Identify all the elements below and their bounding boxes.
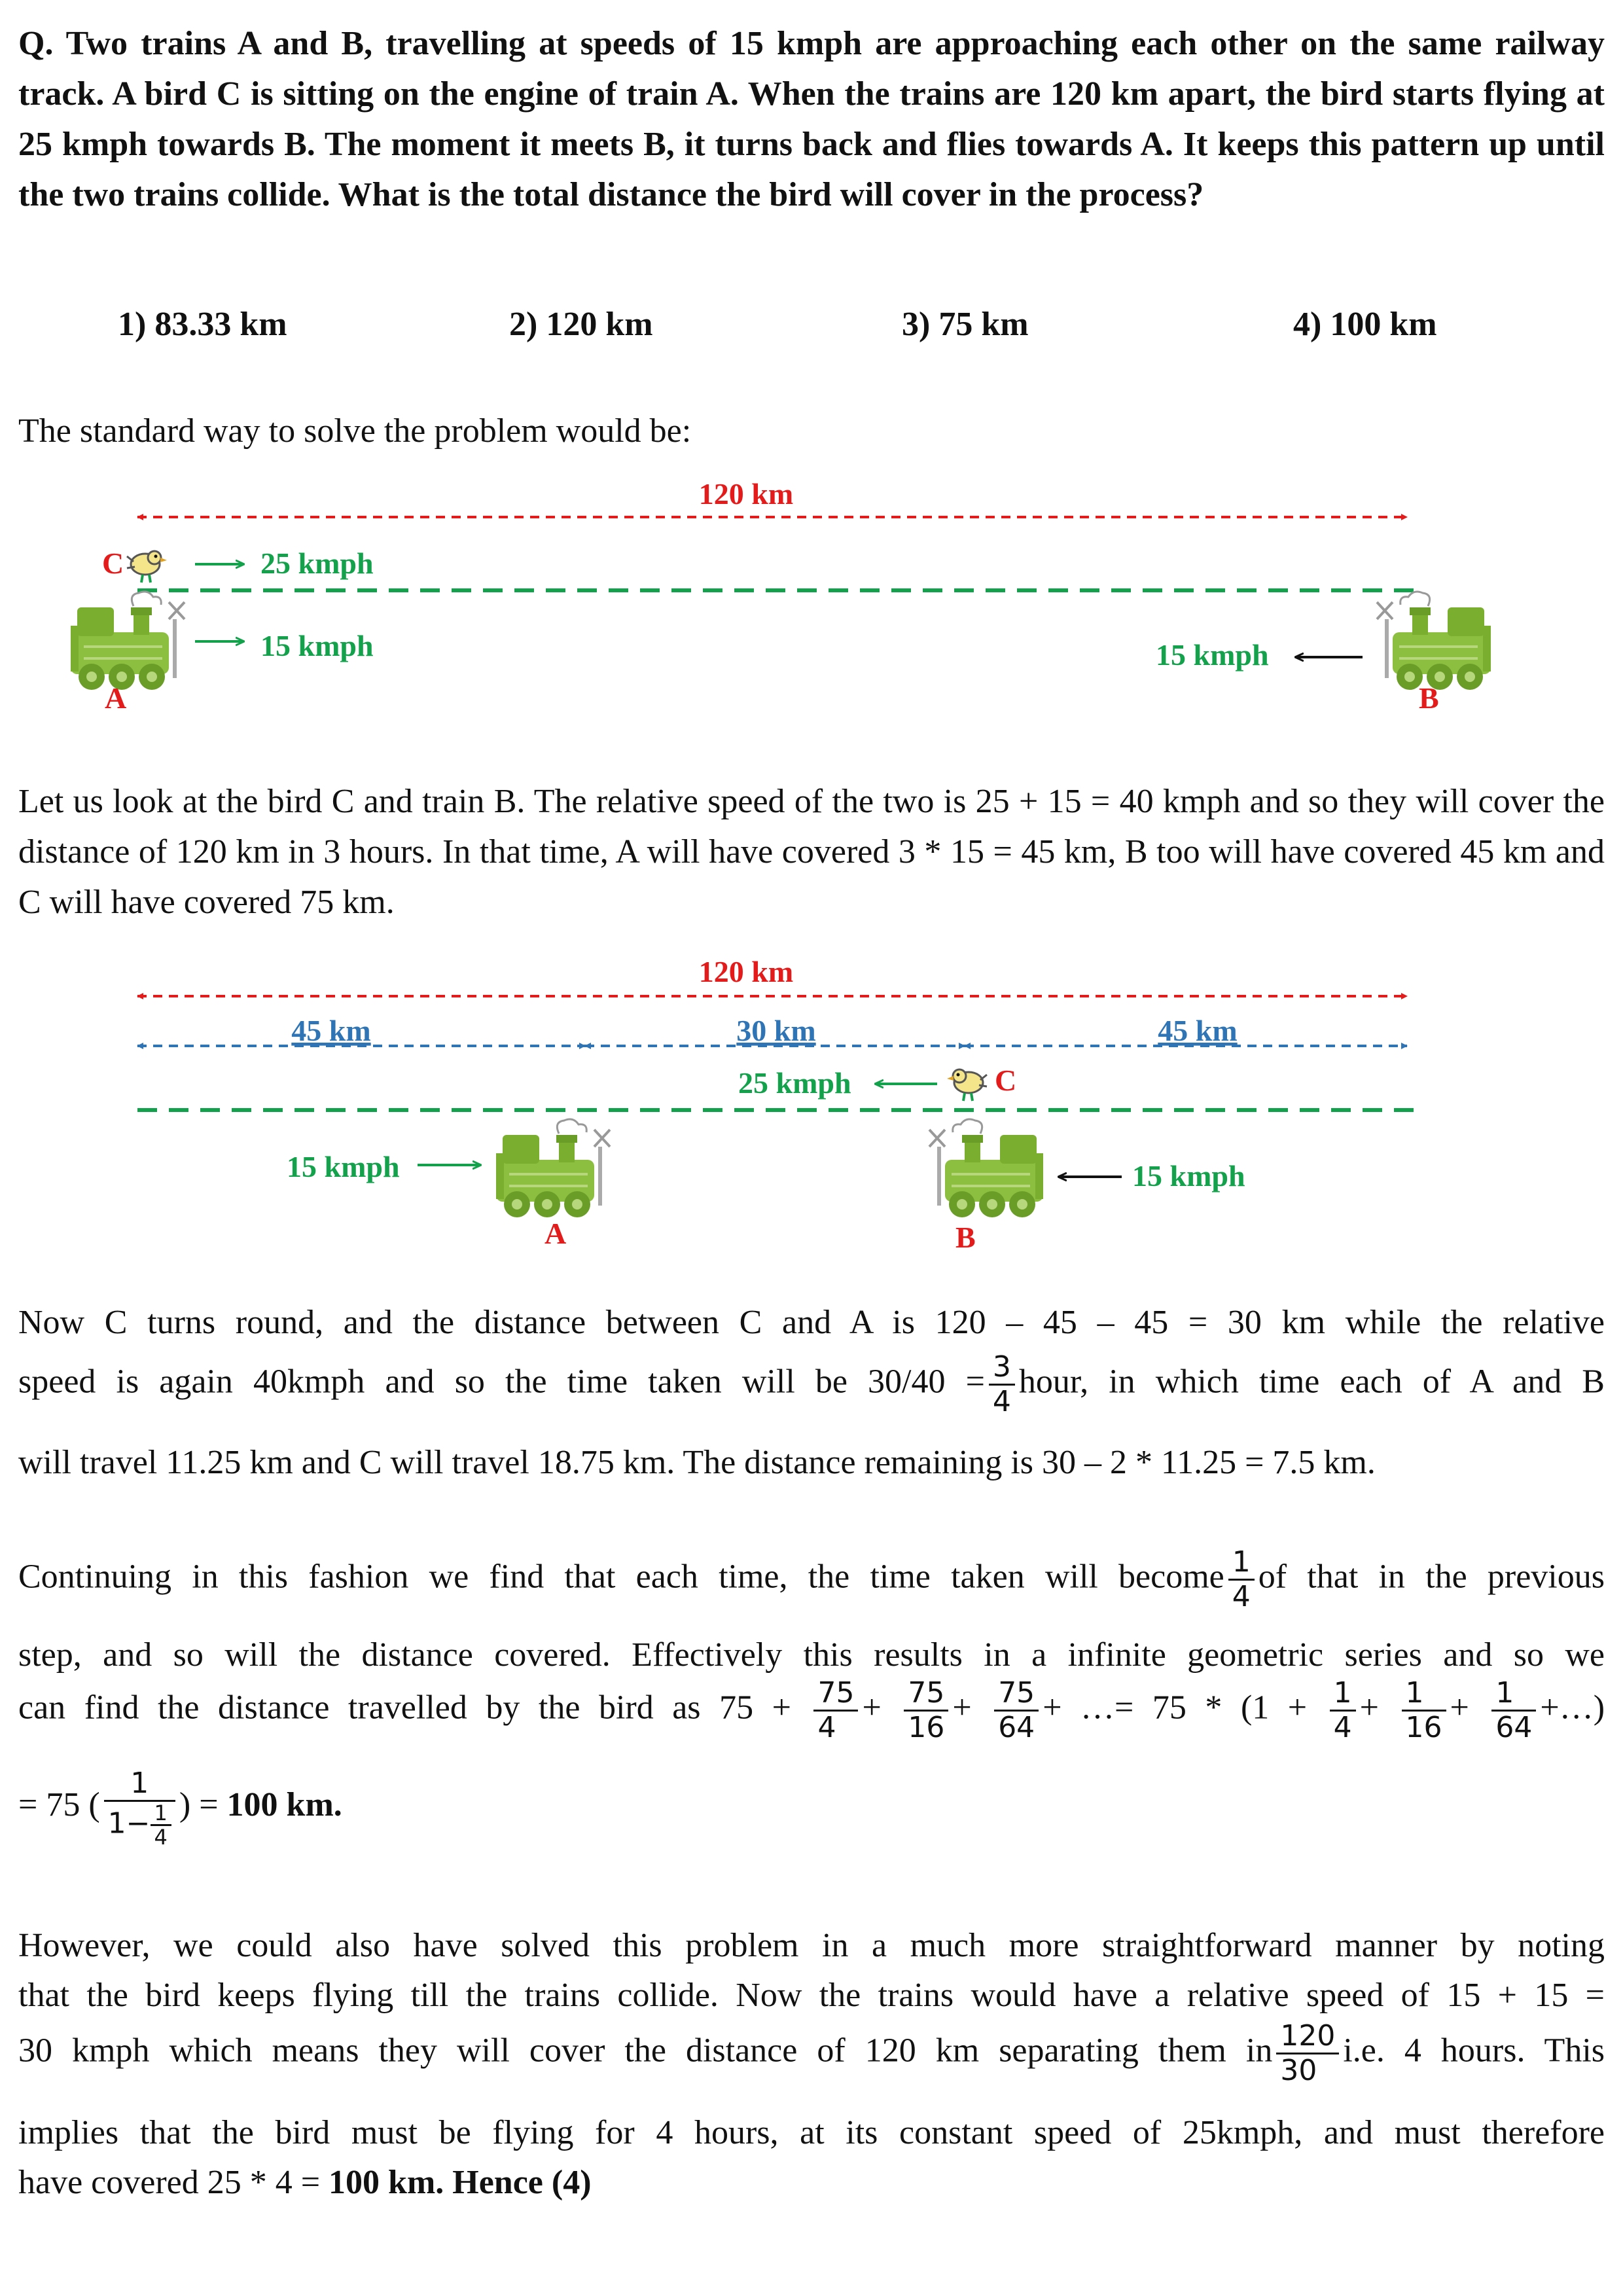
d2-train-b-label: B	[955, 1221, 976, 1254]
d2-bird-icon	[947, 1069, 987, 1101]
fraction-geometric: 1 1− $\frac{1}{4}$	[104, 1767, 175, 1848]
d1-train-a-speed: 15 kmph	[260, 629, 374, 662]
d2-bird-label: C	[995, 1064, 1017, 1097]
fraction-1-4: $\frac{1}{4}$	[1228, 1546, 1255, 1613]
option-1: 1) 83.33 km	[118, 306, 287, 343]
d1-bird-speed: 25 kmph	[260, 547, 374, 580]
para3-line3: can find the distance travelled by the bird as 75 + $\frac{75}{4}$ + $\frac{75}{16}$ + $\frac{75}{64}$ + …= 75 * (1 + $\frac{1}{4}$ + $\frac{1}{16}$ + $\frac{1}{64}$ +…)	[18, 1676, 1605, 1744]
d1-train-b-label: B	[1419, 681, 1439, 715]
para3-line2: step, and so will the distance covered. Effectively this results in a infinite geometric series and so we	[18, 1636, 1605, 1674]
d1-distance-label: 120 km	[698, 477, 794, 511]
d2-train-b-icon	[929, 1119, 1043, 1217]
para3-line1: Continuing in this fashion we find that each time, the time taken will become $\frac{1}{4}$ of that in the previous	[18, 1545, 1605, 1613]
fraction-3-4: $\frac{3}{4}$	[989, 1351, 1015, 1418]
d2-train-a-icon	[496, 1119, 610, 1217]
para2-line3: will travel 11.25 km and C will travel 18.75 km. The distance remaining is 30 – 2 * 11.25 = 7.5 km.	[18, 1444, 1376, 1481]
para4-line2: that the bird keeps flying till the trains collide. Now the trains would have a relative speed of 15 + 15 =	[18, 1977, 1605, 2014]
fraction-120-30: $\frac{120}{30}$	[1276, 2020, 1339, 2087]
d2-seg2-label: 30 km	[736, 1014, 816, 1047]
d2-seg3-label: 45 km	[1158, 1014, 1238, 1047]
para2-line2: speed is again 40kmph and so the time taken will be 30/40 = $\frac{3}{4}$ hour, in which time each of A and B	[18, 1350, 1605, 1418]
para3-line4: = 75 ( 1 1− $\frac{1}{4}$ ) = 100 km.	[18, 1767, 342, 1850]
d1-train-b-icon	[1377, 592, 1491, 690]
final-answer: 100 km. Hence (4)	[329, 2164, 592, 2201]
d2-train-b-speed: 15 kmph	[1132, 1159, 1245, 1193]
para4-line1: However, we could also have solved this problem in a much more straightforward manner by noting	[18, 1927, 1605, 1964]
para4-line3: 30 kmph which means they will cover the distance of 120 km separating them in $\frac{120}{30}$ i.e. 4 hours. This	[18, 2019, 1605, 2087]
d2-train-a-label: A	[544, 1217, 567, 1250]
para2-line1: Now C turns round, and the distance between C and A is 120 – 45 – 45 = 30 km while the relative	[18, 1304, 1605, 1341]
d1-train-a-label: A	[105, 681, 127, 715]
d1-bird-label: C	[102, 547, 124, 580]
answer-bold: 100 km.	[226, 1785, 342, 1823]
paragraph-relative-speed: Let us look at the bird C and train B. The relative speed of the two is 25 + 15 = 40 kmph and so they will cover the distance of 120 km in 3 hours. In that time, A will have covered 3 * 15 = 45 km, B too will have covered 45 km and C will have covered 75 km.	[18, 783, 1605, 921]
option-3: 3) 75 km	[902, 306, 1029, 343]
para4-line5: have covered 25 * 4 = 100 km. Hence (4)	[18, 2164, 592, 2201]
d1-train-b-speed: 15 kmph	[1156, 638, 1269, 672]
option-4: 4) 100 km	[1293, 306, 1437, 343]
d2-distance-label: 120 km	[698, 955, 794, 988]
intro-text: The standard way to solve the problem would be:	[18, 412, 692, 450]
option-2: 2) 120 km	[509, 306, 653, 343]
question-text: Q. Two trains A and B, travelling at speeds of 15 kmph are approaching each other on the same railway track. A bird C is sitting on the engine of train A. When the trains are 120 km apart, the bird starts flying at 25 kmph towards B. The moment it meets B, it turns back and flies towards A. It keeps this pattern up until the two trains collide. What is the total distance the bird will cover in the process?	[18, 25, 1605, 213]
d2-train-a-speed: 15 kmph	[287, 1150, 400, 1183]
d2-bird-speed: 25 kmph	[738, 1066, 851, 1100]
d2-seg1-label: 45 km	[291, 1014, 371, 1047]
para4-line4: implies that the bird must be flying for 4 hours, at its constant speed of 25kmph, and must therefore	[18, 2114, 1605, 2151]
d1-bird-icon	[127, 551, 167, 583]
d1-train-a-icon	[71, 592, 185, 690]
